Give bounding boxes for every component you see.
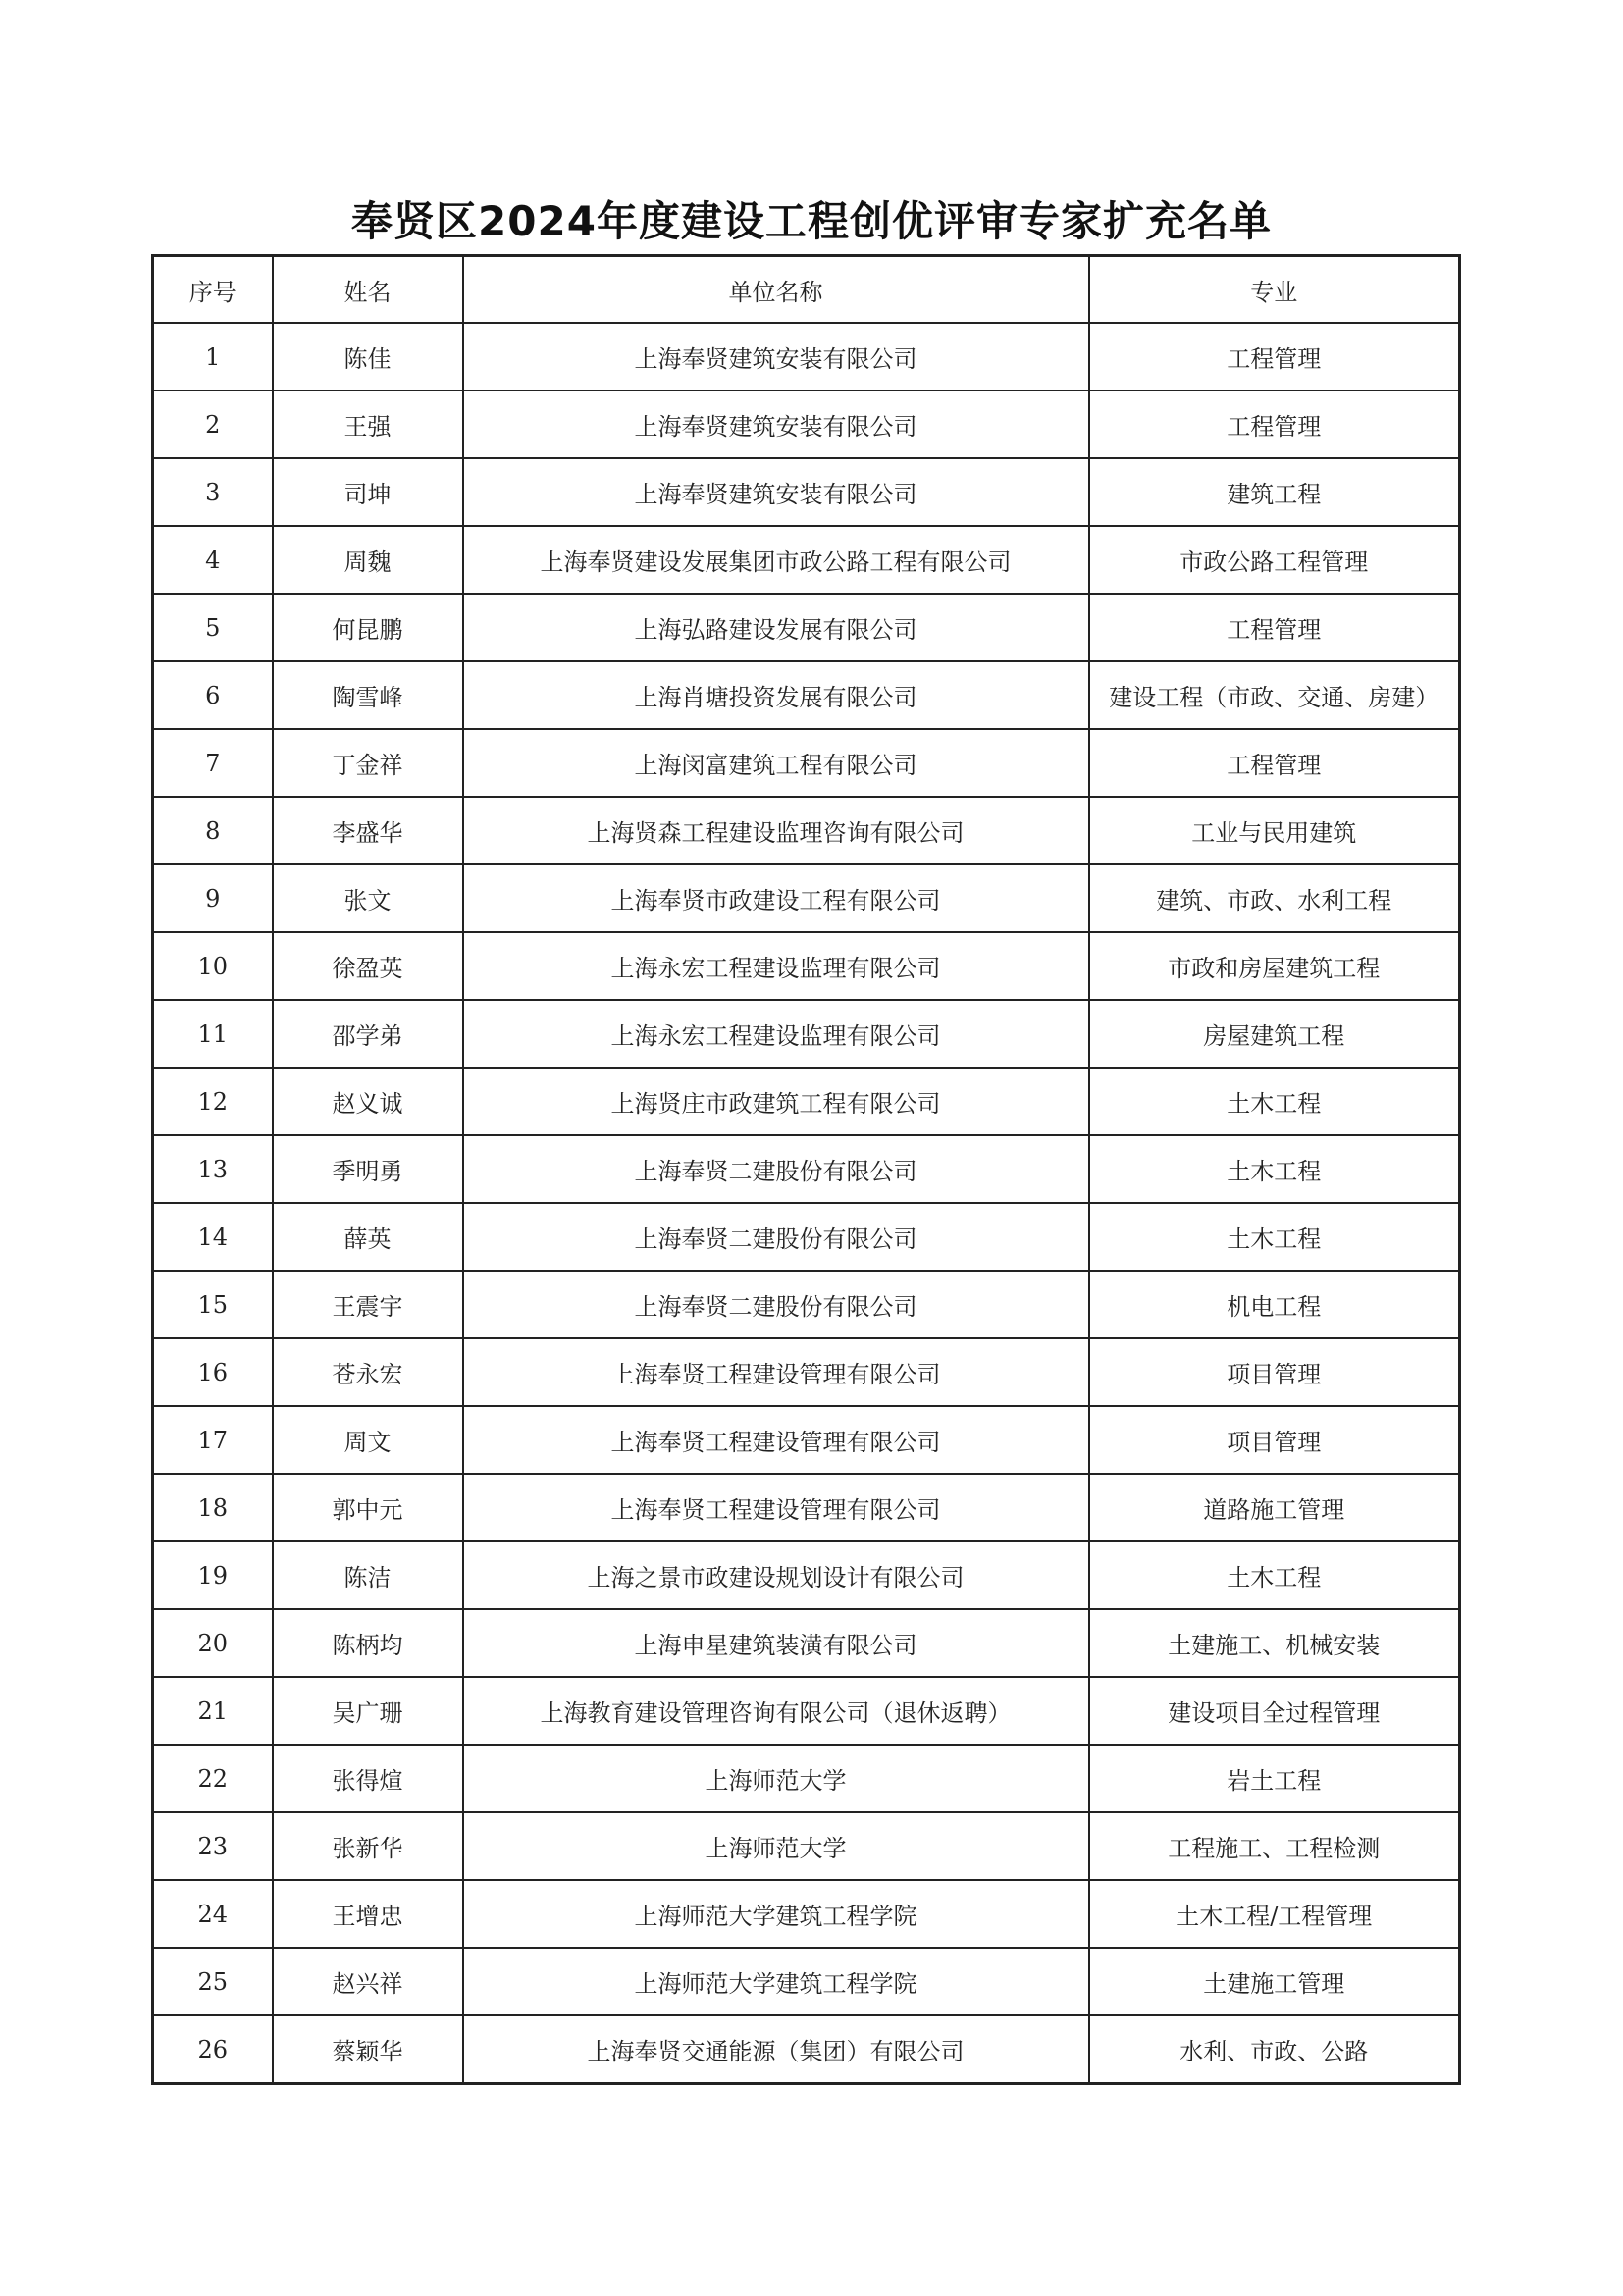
table-row (153, 1948, 1460, 2015)
cell-serial-number: 9 (153, 864, 273, 932)
cell-name: 王强 (273, 391, 463, 458)
table-row (153, 932, 1460, 1000)
cell-name: 陈佳 (273, 323, 463, 391)
cell-serial-number: 5 (153, 594, 273, 661)
table-row (153, 1271, 1460, 1338)
cell-unit-name: 上海奉贤建筑安装有限公司 (463, 323, 1089, 391)
cell-serial-number: 14 (153, 1203, 273, 1271)
cell-name: 周魏 (273, 526, 463, 594)
table-row (153, 661, 1460, 729)
cell-name: 张得煊 (273, 1745, 463, 1812)
table-row (153, 864, 1460, 932)
cell-unit-name: 上海奉贤工程建设管理有限公司 (463, 1406, 1089, 1474)
table-row (153, 1203, 1460, 1271)
cell-serial-number: 22 (153, 1745, 273, 1812)
cell-unit-name: 上海奉贤工程建设管理有限公司 (463, 1338, 1089, 1406)
cell-name: 张新华 (273, 1812, 463, 1880)
header-unit-name: 单位名称 (463, 256, 1089, 324)
table-row (153, 797, 1460, 864)
cell-unit-name: 上海师范大学 (463, 1745, 1089, 1812)
cell-serial-number: 10 (153, 932, 273, 1000)
cell-name: 陈洁 (273, 1541, 463, 1609)
cell-specialty: 房屋建筑工程 (1089, 1000, 1460, 1068)
cell-unit-name: 上海奉贤二建股份有限公司 (463, 1203, 1089, 1271)
header-specialty: 专业 (1089, 256, 1460, 324)
table-row (153, 1000, 1460, 1068)
table-row (153, 1745, 1460, 1812)
cell-name: 王震宇 (273, 1271, 463, 1338)
cell-specialty: 市政和房屋建筑工程 (1089, 932, 1460, 1000)
cell-unit-name: 上海师范大学建筑工程学院 (463, 1880, 1089, 1948)
cell-specialty: 工程管理 (1089, 323, 1460, 391)
cell-specialty: 土木工程 (1089, 1068, 1460, 1135)
cell-serial-number: 20 (153, 1609, 273, 1677)
table-row (153, 2015, 1460, 2084)
cell-specialty: 土木工程 (1089, 1541, 1460, 1609)
cell-name: 赵兴祥 (273, 1948, 463, 2015)
cell-unit-name: 上海教育建设管理咨询有限公司（退休返聘） (463, 1677, 1089, 1745)
header-serial-number: 序号 (153, 256, 273, 324)
cell-name: 何昆鹏 (273, 594, 463, 661)
table-row (153, 1677, 1460, 1745)
cell-unit-name: 上海奉贤工程建设管理有限公司 (463, 1474, 1089, 1541)
cell-serial-number: 3 (153, 458, 273, 526)
cell-serial-number: 2 (153, 391, 273, 458)
cell-name: 丁金祥 (273, 729, 463, 797)
cell-unit-name: 上海贤庄市政建筑工程有限公司 (463, 1068, 1089, 1135)
cell-serial-number: 17 (153, 1406, 273, 1474)
cell-unit-name: 上海奉贤二建股份有限公司 (463, 1271, 1089, 1338)
cell-specialty: 建筑工程 (1089, 458, 1460, 526)
page-title: 奉贤区2024年度建设工程创优评审专家扩充名单 (351, 197, 1272, 245)
cell-specialty: 土建施工、机械安装 (1089, 1609, 1460, 1677)
cell-specialty: 工程管理 (1089, 391, 1460, 458)
cell-unit-name: 上海之景市政建设规划设计有限公司 (463, 1541, 1089, 1609)
cell-serial-number: 26 (153, 2015, 273, 2084)
cell-name: 赵义诚 (273, 1068, 463, 1135)
cell-name: 苍永宏 (273, 1338, 463, 1406)
table-row (153, 1880, 1460, 1948)
cell-serial-number: 1 (153, 323, 273, 391)
table-row (153, 1338, 1460, 1406)
cell-unit-name: 上海奉贤建筑安装有限公司 (463, 458, 1089, 526)
cell-serial-number: 12 (153, 1068, 273, 1135)
cell-name: 蔡颖华 (273, 2015, 463, 2084)
cell-unit-name: 上海奉贤建设发展集团市政公路工程有限公司 (463, 526, 1089, 594)
cell-specialty: 项目管理 (1089, 1338, 1460, 1406)
table-row (153, 1812, 1460, 1880)
cell-name: 郭中元 (273, 1474, 463, 1541)
cell-specialty: 岩土工程 (1089, 1745, 1460, 1812)
cell-serial-number: 18 (153, 1474, 273, 1541)
cell-unit-name: 上海肖塘投资发展有限公司 (463, 661, 1089, 729)
cell-name: 王增忠 (273, 1880, 463, 1948)
table-row (153, 594, 1460, 661)
cell-unit-name: 上海奉贤建筑安装有限公司 (463, 391, 1089, 458)
cell-specialty: 项目管理 (1089, 1406, 1460, 1474)
cell-name: 李盛华 (273, 797, 463, 864)
cell-name: 薛英 (273, 1203, 463, 1271)
cell-name: 徐盈英 (273, 932, 463, 1000)
cell-serial-number: 6 (153, 661, 273, 729)
cell-specialty: 工程施工、工程检测 (1089, 1812, 1460, 1880)
cell-serial-number: 23 (153, 1812, 273, 1880)
cell-unit-name: 上海奉贤二建股份有限公司 (463, 1135, 1089, 1203)
cell-specialty: 水利、市政、公路 (1089, 2015, 1460, 2084)
table-header-row (153, 256, 1460, 324)
cell-specialty: 机电工程 (1089, 1271, 1460, 1338)
table-row (153, 1135, 1460, 1203)
cell-specialty: 土木工程 (1089, 1203, 1460, 1271)
cell-unit-name: 上海永宏工程建设监理有限公司 (463, 1000, 1089, 1068)
header-name: 姓名 (273, 256, 463, 324)
table-row (153, 1609, 1460, 1677)
cell-unit-name: 上海永宏工程建设监理有限公司 (463, 932, 1089, 1000)
cell-specialty: 土木工程/工程管理 (1089, 1880, 1460, 1948)
cell-serial-number: 19 (153, 1541, 273, 1609)
table-row (153, 458, 1460, 526)
cell-unit-name: 上海师范大学建筑工程学院 (463, 1948, 1089, 2015)
table-row (153, 729, 1460, 797)
cell-specialty: 工程管理 (1089, 594, 1460, 661)
cell-unit-name: 上海师范大学 (463, 1812, 1089, 1880)
cell-specialty: 建设工程（市政、交通、房建） (1089, 661, 1460, 729)
cell-name: 张文 (273, 864, 463, 932)
table-row (153, 1541, 1460, 1609)
cell-specialty: 土木工程 (1089, 1135, 1460, 1203)
cell-specialty: 道路施工管理 (1089, 1474, 1460, 1541)
cell-unit-name: 上海闵富建筑工程有限公司 (463, 729, 1089, 797)
cell-serial-number: 21 (153, 1677, 273, 1745)
cell-serial-number: 7 (153, 729, 273, 797)
table-row (153, 1406, 1460, 1474)
cell-specialty: 建筑、市政、水利工程 (1089, 864, 1460, 932)
table-row (153, 391, 1460, 458)
cell-name: 吴广珊 (273, 1677, 463, 1745)
cell-specialty: 市政公路工程管理 (1089, 526, 1460, 594)
cell-unit-name: 上海贤森工程建设监理咨询有限公司 (463, 797, 1089, 864)
cell-name: 陈柄均 (273, 1609, 463, 1677)
expert-roster-table (151, 254, 1461, 2085)
cell-specialty: 建设项目全过程管理 (1089, 1677, 1460, 1745)
cell-serial-number: 25 (153, 1948, 273, 2015)
table-body (153, 323, 1460, 2084)
cell-name: 季明勇 (273, 1135, 463, 1203)
cell-serial-number: 11 (153, 1000, 273, 1068)
cell-name: 周文 (273, 1406, 463, 1474)
cell-specialty: 工程管理 (1089, 729, 1460, 797)
cell-name: 陶雪峰 (273, 661, 463, 729)
cell-specialty: 工业与民用建筑 (1089, 797, 1460, 864)
table-row (153, 323, 1460, 391)
cell-serial-number: 15 (153, 1271, 273, 1338)
cell-unit-name: 上海奉贤交通能源（集团）有限公司 (463, 2015, 1089, 2084)
table-row (153, 1474, 1460, 1541)
cell-serial-number: 13 (153, 1135, 273, 1203)
cell-unit-name: 上海奉贤市政建设工程有限公司 (463, 864, 1089, 932)
table-row (153, 526, 1460, 594)
cell-unit-name: 上海申星建筑装潢有限公司 (463, 1609, 1089, 1677)
cell-specialty: 土建施工管理 (1089, 1948, 1460, 2015)
cell-serial-number: 8 (153, 797, 273, 864)
table-row (153, 1068, 1460, 1135)
cell-serial-number: 24 (153, 1880, 273, 1948)
cell-name: 邵学弟 (273, 1000, 463, 1068)
cell-serial-number: 4 (153, 526, 273, 594)
cell-serial-number: 16 (153, 1338, 273, 1406)
cell-unit-name: 上海弘路建设发展有限公司 (463, 594, 1089, 661)
cell-name: 司坤 (273, 458, 463, 526)
